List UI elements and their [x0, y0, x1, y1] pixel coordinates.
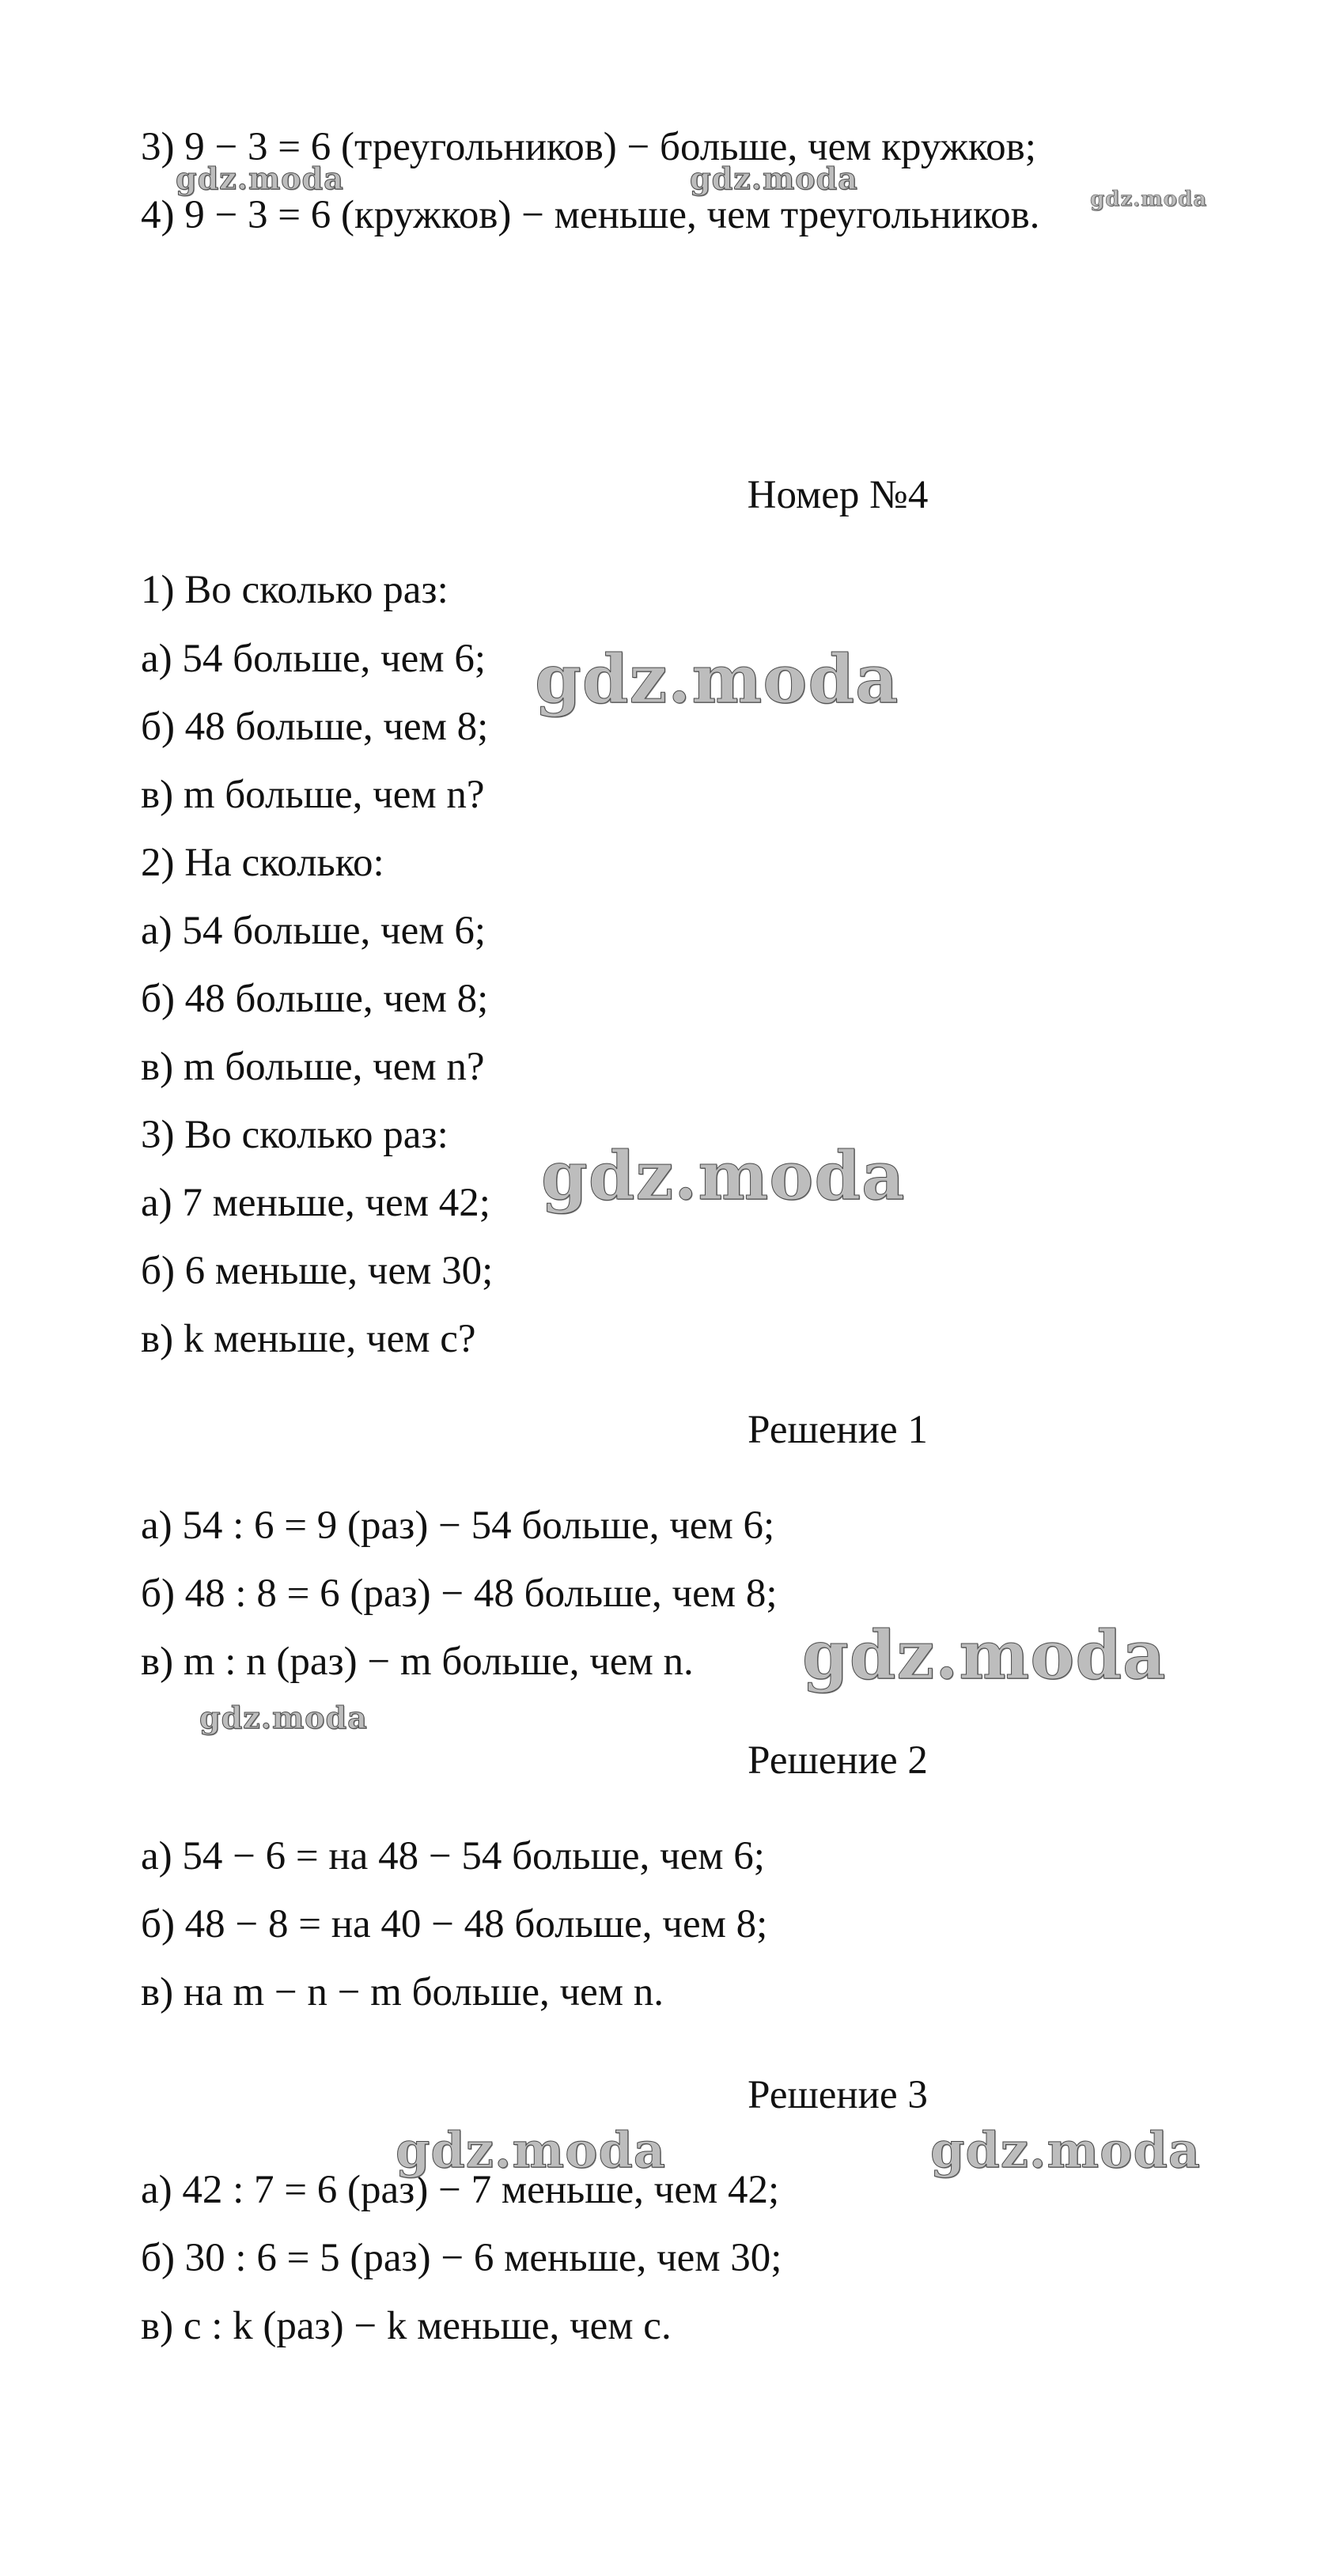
question-2-item-a: а) 54 больше, чем 6;	[141, 909, 486, 953]
question-3-item-a: а) 7 меньше, чем 42;	[141, 1181, 490, 1225]
watermark: gdz.moda	[535, 640, 899, 718]
watermark: gdz.moda	[690, 161, 858, 196]
solution-1-item-a: а) 54 : 6 = 9 (раз) − 54 больше, чем 6;	[141, 1504, 775, 1548]
question-1-title: 1) Во сколько раз:	[141, 568, 449, 612]
watermark: gdz.moda	[802, 1616, 1167, 1694]
watermark: gdz.moda	[1090, 187, 1208, 211]
question-3-item-c: в) k меньше, чем с?	[141, 1317, 476, 1361]
solution-2-item-a: а) 54 − 6 = на 48 − 54 больше, чем 6;	[141, 1834, 765, 1878]
solution-2-title: Решение 2	[748, 1738, 928, 1783]
question-2-item-c: в) m больше, чем n?	[141, 1045, 485, 1089]
watermark: gdz.moda	[930, 2121, 1201, 2179]
solution-1-item-c: в) m : n (раз) − m больше, чем n.	[141, 1640, 694, 1684]
solution-3-item-c: в) с : k (раз) − k меньше, чем с.	[141, 2304, 672, 2348]
watermark: gdz.moda	[176, 161, 344, 196]
previous-answer-line-4: 4) 9 − 3 = 6 (кружков) − меньше, чем треугольников.	[141, 193, 1040, 237]
watermark: gdz.moda	[199, 1700, 368, 1735]
question-2-item-b: б) 48 больше, чем 8;	[141, 977, 489, 1021]
question-1-item-a: а) 54 больше, чем 6;	[141, 637, 486, 681]
watermark: gdz.moda	[396, 2121, 666, 2179]
question-3-item-b: б) 6 меньше, чем 30;	[141, 1249, 494, 1293]
previous-answer-line-3: 3) 9 − 3 = 6 (треугольников) − больше, чем кружков;	[141, 125, 1036, 169]
solution-2-item-b: б) 48 − 8 = на 40 − 48 больше, чем 8;	[141, 1902, 768, 1946]
solution-3-item-b: б) 30 : 6 = 5 (раз) − 6 меньше, чем 30;	[141, 2236, 782, 2280]
solution-3-title: Решение 3	[748, 2073, 928, 2117]
solution-3-item-a: а) 42 : 7 = 6 (раз) − 7 меньше, чем 42;	[141, 2168, 780, 2212]
solution-1-title: Решение 1	[748, 1408, 928, 1452]
question-3-title: 3) Во сколько раз:	[141, 1113, 449, 1157]
question-1-item-b: б) 48 больше, чем 8;	[141, 705, 489, 749]
problem-title: Номер №4	[747, 473, 929, 517]
watermark: gdz.moda	[541, 1137, 906, 1215]
question-2-title: 2) На сколько:	[141, 841, 384, 885]
solution-1-item-b: б) 48 : 8 = 6 (раз) − 48 больше, чем 8;	[141, 1572, 778, 1616]
question-1-item-c: в) m больше, чем n?	[141, 773, 485, 817]
solution-2-item-c: в) на m − n − m больше, чем n.	[141, 1970, 664, 2014]
